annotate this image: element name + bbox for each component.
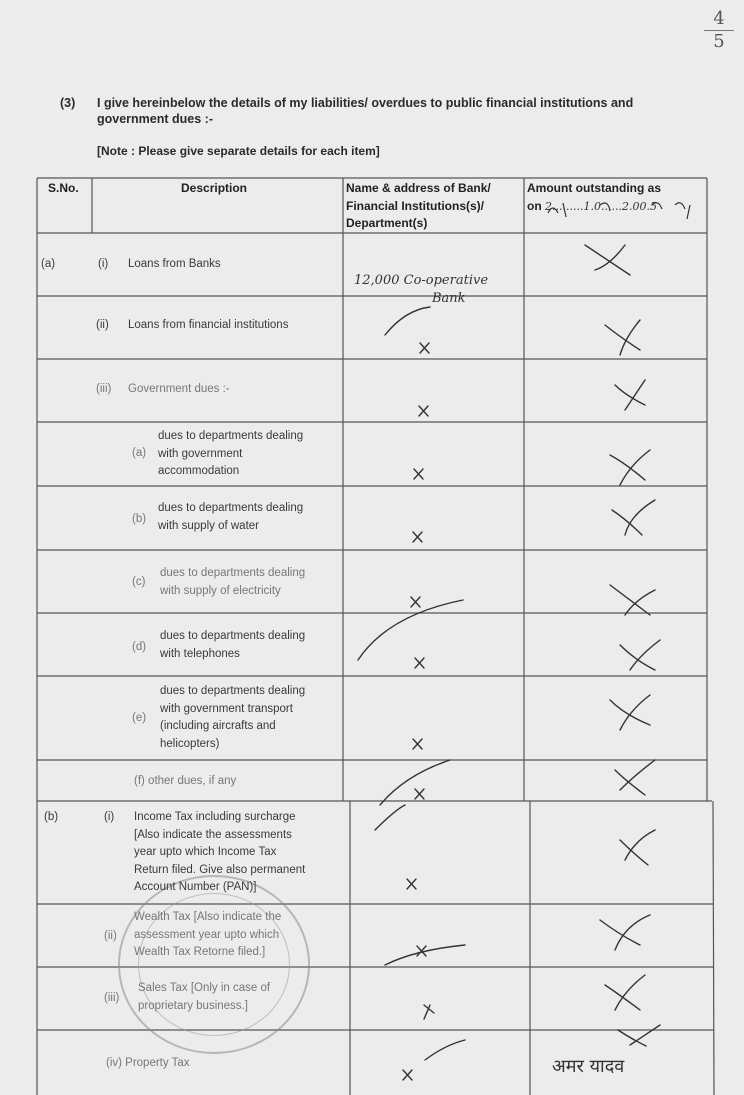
row-a-ii-number: (ii) [96, 319, 109, 331]
row-a-i-description: Loans from Banks [128, 258, 221, 270]
row-a-iii-b-description: dues to departments dealing with supply of water [158, 502, 304, 532]
header-amount-on: on [527, 198, 542, 213]
header-amount [527, 180, 705, 215]
header-amount-date: 2.........1.0......2.00.5 [545, 199, 657, 213]
row-a-iii-f-description: (f) other dues, if any [134, 775, 237, 787]
row-b-i-description: Income Tax including surcharge [Also indicate the assessments year upto which Income Tax Return filed. Give also permanent Account Number (PAN)] [134, 811, 306, 893]
handwritten-bank-entry-line2: Bank [432, 290, 466, 306]
row-a-iii-c-description: dues to departments dealing with supply of electricity [160, 567, 306, 597]
header-amount-label: Amount outstanding as [527, 181, 661, 195]
row-a-i-number: (i) [98, 258, 109, 270]
handwritten-bank-entry [354, 272, 488, 307]
section-number: (3) [60, 96, 76, 110]
row-a-iii-e-description: dues to departments dealing with government transport (including aircrafts and helicopters) [160, 685, 306, 750]
row-b-label: (b) [44, 811, 59, 823]
row-b-ii-description: Wealth Tax [Also indicate the assessment year upto which Wealth Tax Retorne filed.] [134, 911, 282, 958]
header-description: Description [181, 181, 248, 195]
row-a-iii-c-number: (c) [132, 576, 146, 588]
row-b-iii-description: Sales Tax [Only in case of proprietary business.] [138, 982, 271, 1012]
header-sno: S.No. [48, 181, 79, 195]
row-a-label: (a) [41, 258, 56, 270]
handwritten-bank-entry-line1: 12,000 Co-operative [354, 273, 489, 288]
row-a-iii-d-number: (d) [132, 641, 147, 653]
row-a-ii-description: Loans from financial institutions [128, 319, 289, 331]
row-b-iii-number: (iii) [104, 992, 120, 1004]
row-b-iv-description: (iv) Property Tax [106, 1057, 190, 1069]
header-bank: Name & address of Bank/ Financial Institutions(s)/ Department(s) [346, 181, 491, 230]
row-a-iii-b-number: (b) [132, 513, 147, 525]
row-a-iii-d-description: dues to departments dealing with telephones [160, 630, 306, 660]
row-a-iii-a-number: (a) [132, 447, 147, 459]
row-a-iii-description: Government dues :- [128, 383, 230, 395]
official-stamp [118, 875, 310, 1054]
signature: अमर यादव [552, 1056, 625, 1077]
row-b-ii-number: (ii) [104, 930, 117, 942]
row-a-iii-number: (iii) [96, 383, 112, 395]
row-a-iii-e-number: (e) [132, 712, 147, 724]
row-a-iii-a-description: dues to departments dealing with government accommodation [158, 430, 304, 477]
row-b-i-number: (i) [104, 811, 115, 823]
section-heading-text: I give hereinbelow the details of my liabilities/ overdues to public financial institutions and government dues :- [97, 96, 634, 126]
page-number-bottom: 5 [704, 30, 734, 53]
page-number-top: 4 [713, 8, 725, 29]
note-text: [Note : Please give separate details for each item] [97, 144, 380, 158]
